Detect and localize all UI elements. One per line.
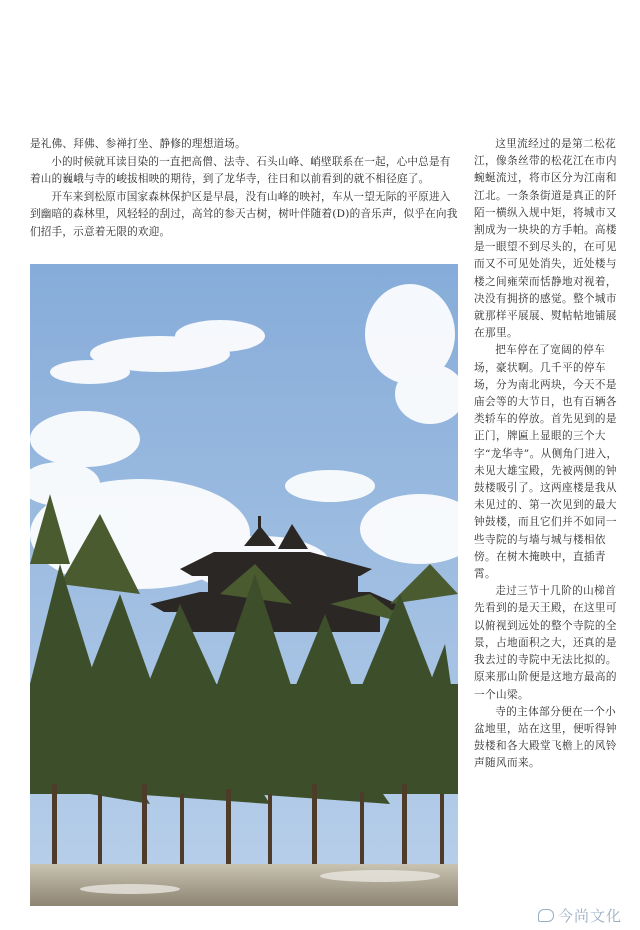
paragraph: 寺的主体部分便在一个小盆地里，站在这里，便听得钟鼓楼和各大殿堂飞檐上的风铃声随风而来。: [474, 705, 617, 770]
paragraph: 小的时候就耳读目染的一直把高僧、法寺、石头山峰、峭壁联系在一起，心中总是有着山的巍峨与寺的峻拔相映的期待，到了龙华寺，往日和以前看到的就不相径庭了。: [30, 155, 451, 186]
watermark-text: 今尚文化: [557, 907, 622, 925]
chat-bubble-icon: [538, 909, 554, 922]
paragraph: 走过三节十几阶的山梯首先看到的是天王殿，在这里可以俯视到远处的整个寺院的全景，占地面积之大，还真的是我去过的寺院中无法比拟的。原来那山阶便是这地方最高的一个山梁。: [474, 585, 617, 701]
article-right-column: [474, 136, 624, 773]
paragraph: 是礼佛、拜佛、参禅打坐、静修的理想道场。: [30, 138, 246, 150]
temple-photo: [30, 264, 458, 906]
article-left-column: [30, 136, 458, 242]
paragraph: 这里流经过的是第二松花江，像条丝带的松花江在市内蜿蜒流过，将市区分为江南和江北。一条条街道是真正的阡陌一横纵入规中矩，将城市又割成为一块块的方手帕。高楼是一眼望不到尽头的，在可见而又不可见处消失，近处楼与楼之间雍荣而恬静地对视着，决没有拥挤的感觉。整个城市就那样平展展、熨帖帖地铺展在那里。: [474, 138, 617, 340]
paragraph: 开车来到松原市国家森林保护区是早晨，没有山峰的映衬，车从一望无际的平原进入到幽暗的森林里，风轻轻的刮过，高耸的参天古树，树叶伴随着(D)的音乐声，似乎在向我们招手，示意着无限的欢迎。: [30, 190, 458, 238]
watermark: [538, 905, 622, 926]
paragraph: 把车停在了宽阔的停车场，豪状啊。几千平的停车场，分为南北两块，今天不是庙会等的大节日，也有百辆各类轿车的停放。首先见到的是正门，牌匾上显眼的三个大字“龙华寺”。从侧角门进入，未见大雄宝殿，先被两侧的钟鼓楼吸引了。这两座楼是我从未见过的、第一次见到的最大钟鼓楼，而且它们并不如同一些寺院的与墙与城与楼相依傍。在树木掩映中，直插青霄。: [474, 344, 618, 581]
